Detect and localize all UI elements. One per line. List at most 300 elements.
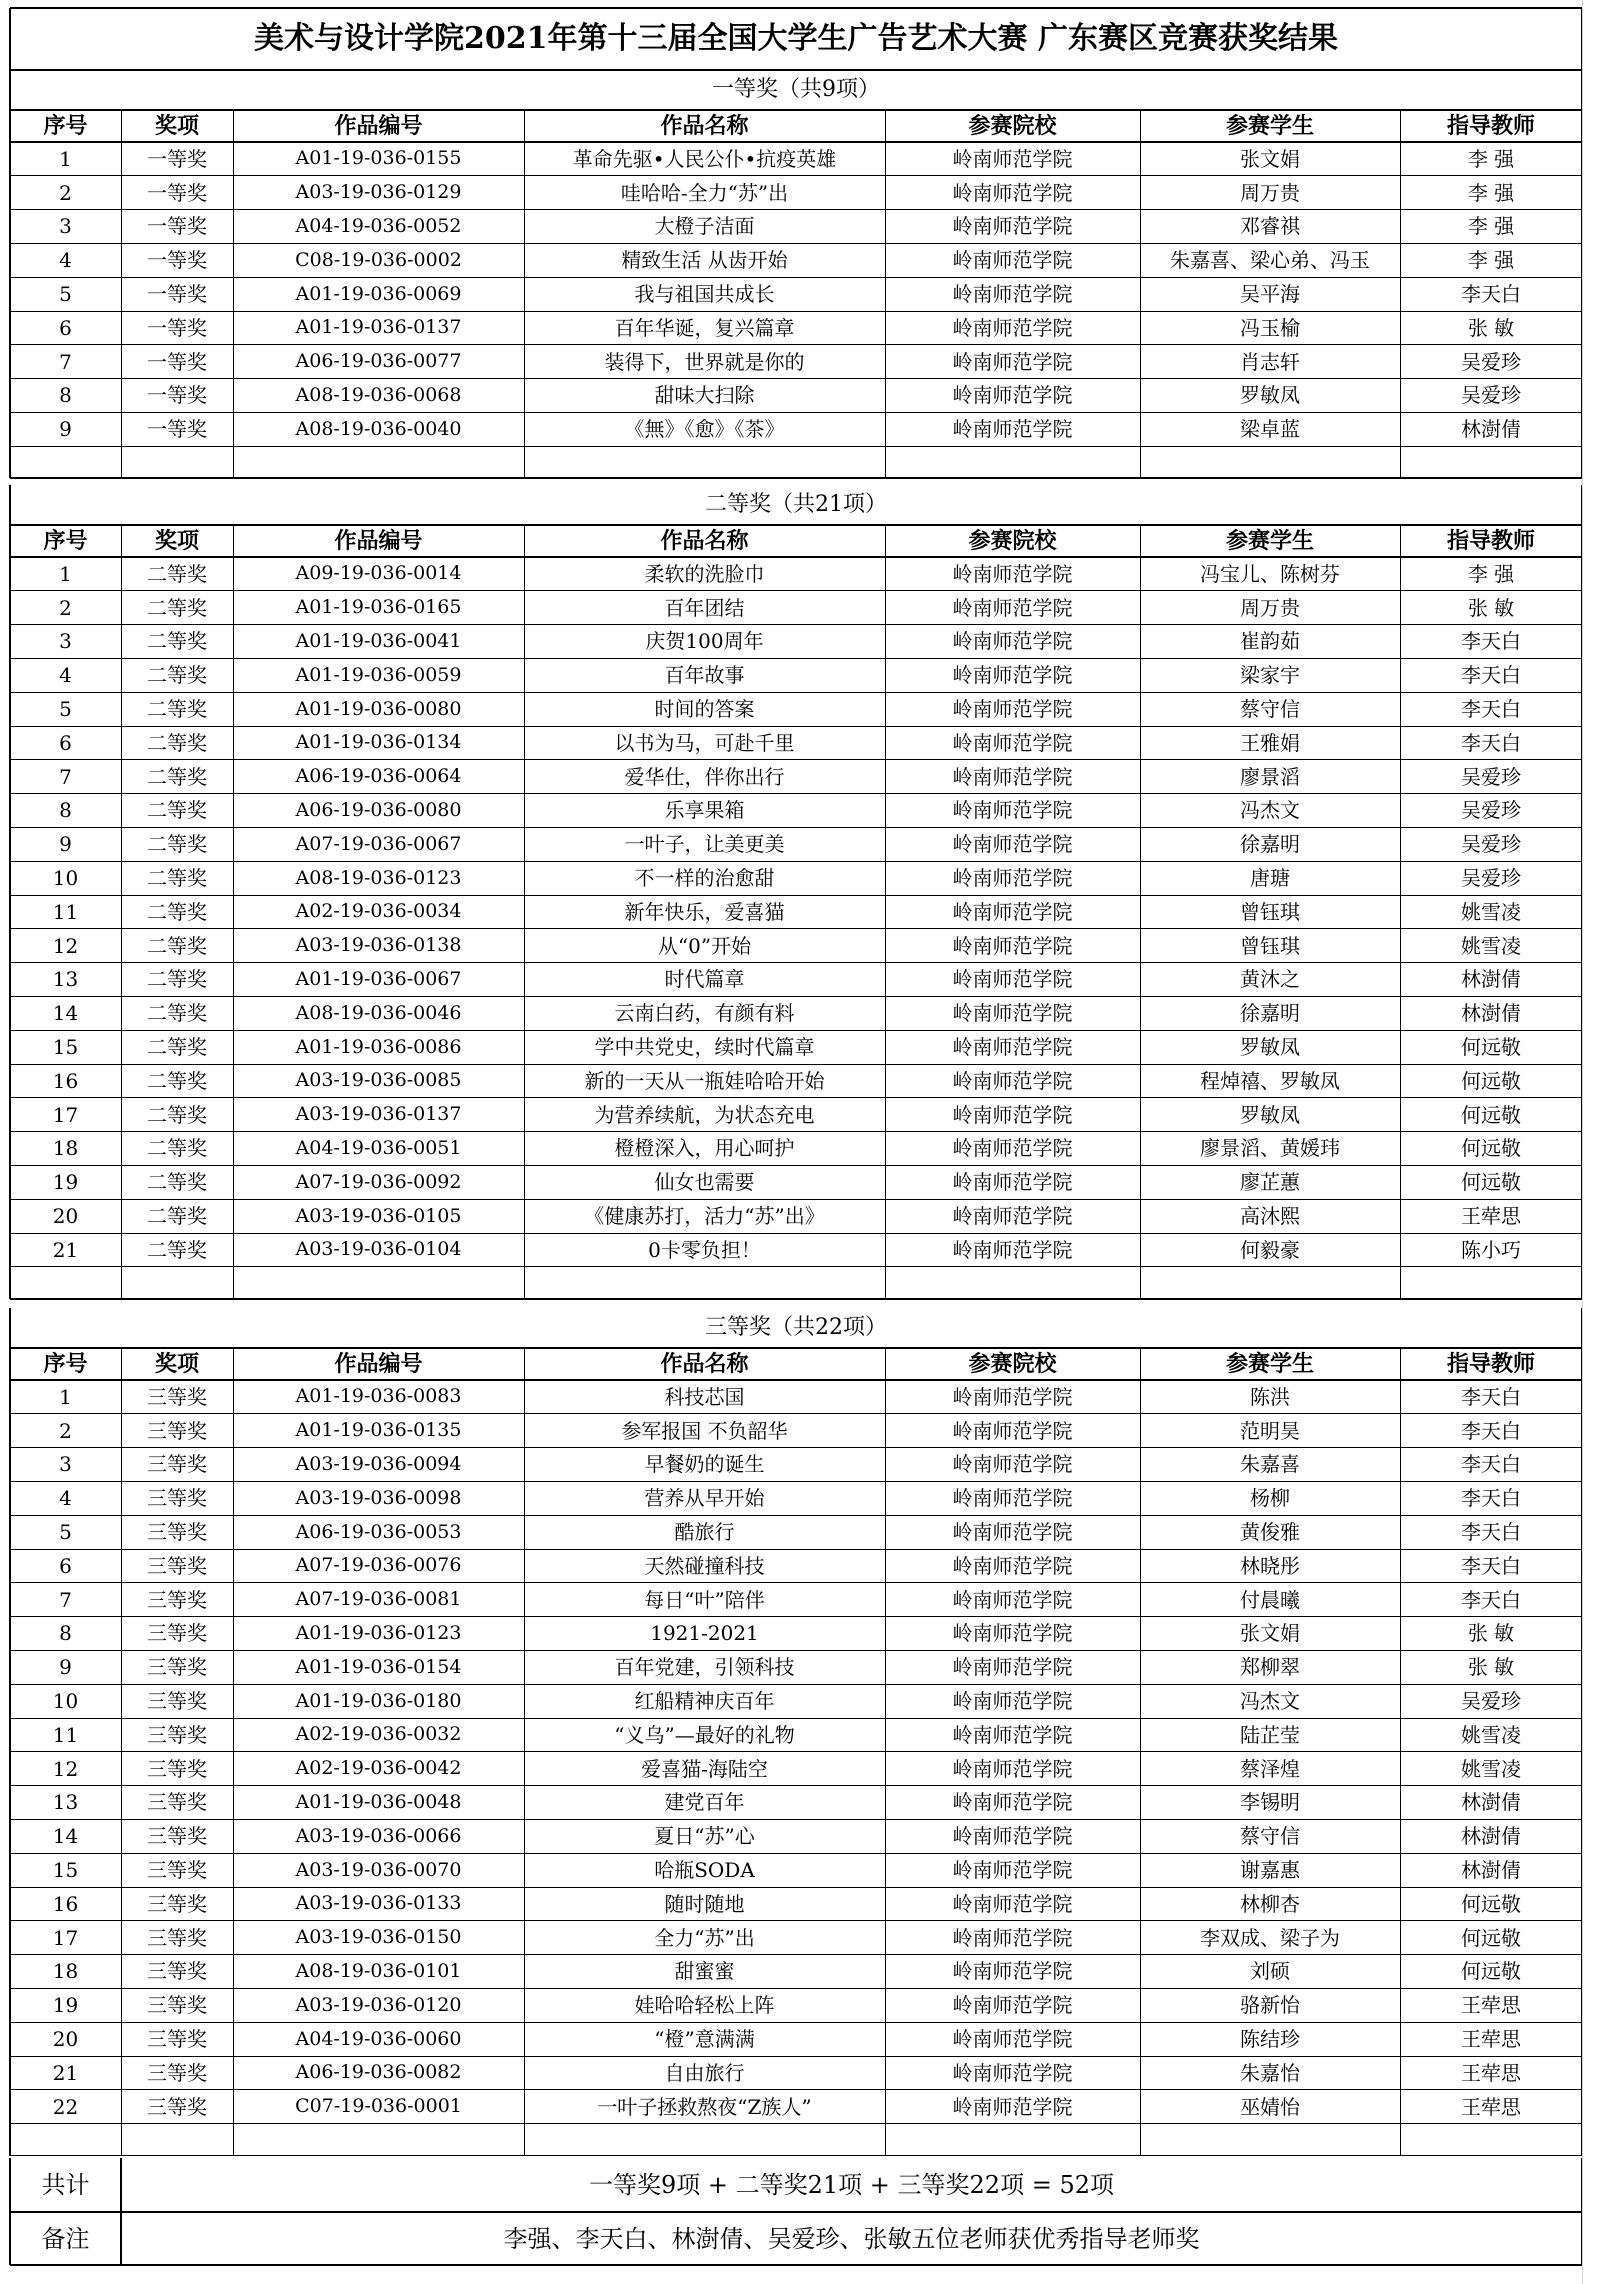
advisor-cell: 王荦思 — [1461, 2094, 1521, 2119]
award-cell: 一等奖 — [147, 146, 207, 171]
column-header: 序号 — [43, 1351, 88, 1377]
total-value: 一等奖9项 + 二等奖21项 + 三等奖22项 = 52项 — [589, 2171, 1114, 2199]
work-code-cell: A02-19-036-0034 — [295, 900, 462, 923]
school-cell: 岭南师范学院 — [952, 349, 1073, 374]
student-cell: 曾钰琪 — [1240, 933, 1300, 958]
work-title-cell: 百年团结 — [664, 595, 745, 620]
work-title-cell: 不一样的治愈甜 — [634, 866, 775, 891]
work-title-cell: 我与祖国共成长 — [634, 282, 775, 307]
work-code-cell: A03-19-036-0129 — [295, 181, 462, 204]
advisor-cell: 吴爱珍 — [1461, 349, 1521, 374]
student-cell: 郑柳翠 — [1240, 1655, 1300, 1680]
section-heading: 一等奖（共9项） — [712, 77, 880, 102]
award-cell: 三等奖 — [147, 1384, 207, 1409]
school-cell: 岭南师范学院 — [952, 2094, 1073, 2119]
work-code-cell: A01-19-036-0137 — [295, 316, 462, 339]
school-cell: 岭南师范学院 — [952, 1237, 1073, 1262]
advisor-cell: 李天白 — [1461, 629, 1521, 654]
award-cell: 二等奖 — [147, 764, 207, 789]
work-code-cell: A03-19-036-0137 — [295, 1103, 462, 1126]
student-cell: 徐嘉明 — [1240, 1001, 1300, 1026]
column-rule — [120, 2158, 122, 2265]
work-title-cell: “橙”意满满 — [654, 2027, 755, 2052]
index-cell: 15 — [52, 1858, 79, 1883]
column-header: 作品名称 — [660, 113, 749, 139]
column-rule — [1400, 110, 1401, 478]
work-title-cell: 爱华仕，伴你出行 — [624, 764, 785, 789]
advisor-cell: 张 敏 — [1467, 1655, 1515, 1680]
index-cell: 6 — [59, 1553, 72, 1578]
school-cell: 岭南师范学院 — [952, 1891, 1073, 1916]
advisor-cell: 李 强 — [1467, 248, 1515, 273]
column-rule — [9, 485, 11, 525]
student-cell: 李双成、梁子为 — [1200, 1925, 1340, 1950]
award-cell: 二等奖 — [147, 866, 207, 891]
work-code-cell: A03-19-036-0104 — [295, 1238, 462, 1261]
school-cell: 岭南师范学院 — [952, 629, 1073, 654]
column-header: 奖项 — [154, 113, 199, 139]
award-cell: 二等奖 — [147, 899, 207, 924]
award-cell: 三等奖 — [147, 2060, 207, 2085]
column-rule — [1400, 1348, 1401, 2156]
school-cell: 岭南师范学院 — [952, 832, 1073, 857]
award-cell: 二等奖 — [147, 1237, 207, 1262]
work-title-cell: 0卡零负担！ — [648, 1237, 761, 1262]
column-header: 指导教师 — [1446, 528, 1535, 554]
column-header: 作品编号 — [334, 1351, 423, 1377]
work-code-cell: A03-19-036-0105 — [295, 1204, 462, 1227]
note-value: 李强、李天白、林澍倩、吴爱珍、张敏五位老师获优秀指导老师奖 — [503, 2224, 1200, 2253]
work-title-cell: 科技芯国 — [664, 1384, 745, 1409]
student-cell: 张文娟 — [1240, 146, 1300, 171]
school-cell: 岭南师范学院 — [952, 180, 1073, 205]
column-rule — [1140, 525, 1141, 1299]
index-cell: 10 — [52, 866, 79, 891]
advisor-cell: 林澍倩 — [1461, 1790, 1521, 1815]
column-rule — [9, 70, 11, 110]
work-title-cell: 一叶子拯救熬夜“Z族人” — [597, 2094, 812, 2119]
school-cell: 岭南师范学院 — [952, 730, 1073, 755]
advisor-cell: 姚雪凌 — [1461, 899, 1521, 924]
work-title-cell: 随时随地 — [664, 1891, 745, 1916]
index-cell: 16 — [52, 1891, 79, 1916]
school-cell: 岭南师范学院 — [952, 1553, 1073, 1578]
work-title-cell: 每日“叶”陪伴 — [644, 1587, 765, 1612]
work-code-cell: A01-19-036-0155 — [295, 147, 462, 170]
work-code-cell: A07-19-036-0067 — [295, 832, 462, 855]
student-cell: 冯杰文 — [1240, 1689, 1300, 1714]
work-code-cell: A06-19-036-0053 — [295, 1520, 462, 1543]
advisor-cell: 李天白 — [1461, 1486, 1521, 1511]
advisor-cell: 何远敬 — [1461, 1925, 1521, 1950]
student-cell: 高沐熙 — [1240, 1204, 1300, 1229]
work-code-cell: A01-19-036-0048 — [295, 1790, 462, 1813]
index-cell: 3 — [59, 1452, 72, 1477]
advisor-cell: 何远敬 — [1461, 1068, 1521, 1093]
advisor-cell: 姚雪凌 — [1461, 1722, 1521, 1747]
advisor-cell: 吴爱珍 — [1461, 798, 1521, 823]
school-cell: 岭南师范学院 — [952, 1520, 1073, 1545]
index-cell: 20 — [52, 1204, 79, 1229]
column-rule — [9, 1308, 11, 1348]
student-cell: 周万贵 — [1240, 595, 1300, 620]
column-header: 参赛学生 — [1225, 1351, 1314, 1377]
index-cell: 2 — [59, 595, 72, 620]
index-cell: 21 — [52, 1237, 79, 1262]
work-code-cell: A01-19-036-0154 — [295, 1655, 462, 1678]
work-title-cell: 革命先驱•人民公仆•抗疫英雄 — [572, 146, 837, 171]
index-cell: 8 — [59, 798, 72, 823]
work-code-cell: A01-19-036-0041 — [295, 629, 462, 652]
student-cell: 冯玉榆 — [1240, 315, 1300, 340]
award-cell: 二等奖 — [147, 933, 207, 958]
work-title-cell: 1921-2021 — [650, 1621, 759, 1646]
award-cell: 三等奖 — [147, 1858, 207, 1883]
student-cell: 曾钰琪 — [1240, 899, 1300, 924]
award-cell: 一等奖 — [147, 282, 207, 307]
school-cell: 岭南师范学院 — [952, 1452, 1073, 1477]
student-cell: 唐瑭 — [1250, 866, 1290, 891]
work-title-cell: 大橙子洁面 — [654, 214, 755, 239]
table-rule — [10, 7, 1582, 9]
index-cell: 13 — [52, 1790, 79, 1815]
work-code-cell: A01-19-036-0180 — [295, 1689, 462, 1712]
award-cell: 三等奖 — [147, 1486, 207, 1511]
column-rule — [524, 110, 525, 478]
work-code-cell: A03-19-036-0120 — [295, 1993, 462, 2016]
page-title: 美术与设计学院2021年第十三届全国大学生广告艺术大赛 广东赛区竞赛获奖结果 — [254, 21, 1338, 56]
work-title-cell: 酷旅行 — [674, 1520, 735, 1545]
work-code-cell: A03-19-036-0066 — [295, 1824, 462, 1847]
work-title-cell: 营养从早开始 — [644, 1486, 765, 1511]
table-rule — [10, 477, 1582, 479]
index-cell: 5 — [59, 697, 72, 722]
advisor-cell: 吴爱珍 — [1461, 832, 1521, 857]
work-title-cell: 百年华诞，复兴篇章 — [614, 315, 795, 340]
column-rule — [121, 110, 122, 478]
award-cell: 三等奖 — [147, 2094, 207, 2119]
column-header: 作品编号 — [334, 528, 423, 554]
work-code-cell: A03-19-036-0150 — [295, 1926, 462, 1949]
work-title-cell: 庆贺100周年 — [645, 629, 764, 654]
award-cell: 一等奖 — [147, 180, 207, 205]
school-cell: 岭南师范学院 — [952, 315, 1073, 340]
school-cell: 岭南师范学院 — [952, 1418, 1073, 1443]
column-header: 作品名称 — [660, 1351, 749, 1377]
table-rule — [10, 2123, 1582, 2124]
advisor-cell: 李天白 — [1461, 282, 1521, 307]
work-code-cell: A04-19-036-0051 — [295, 1136, 462, 1159]
index-cell: 7 — [59, 349, 72, 374]
advisor-cell: 李天白 — [1461, 1418, 1521, 1443]
award-cell: 三等奖 — [147, 1520, 207, 1545]
index-cell: 11 — [52, 1722, 79, 1747]
advisor-cell: 张 敏 — [1467, 315, 1515, 340]
work-code-cell: A01-19-036-0135 — [295, 1419, 462, 1442]
student-cell: 范明昊 — [1240, 1418, 1300, 1443]
award-cell: 一等奖 — [147, 349, 207, 374]
work-code-cell: A06-19-036-0064 — [295, 765, 462, 788]
award-cell: 三等奖 — [147, 1655, 207, 1680]
advisor-cell: 李 强 — [1467, 146, 1515, 171]
column-rule — [9, 2158, 11, 2265]
advisor-cell: 林澍倩 — [1461, 1858, 1521, 1883]
work-code-cell: A01-19-036-0059 — [295, 663, 462, 686]
index-cell: 19 — [52, 1993, 79, 2018]
student-cell: 杨柳 — [1250, 1486, 1290, 1511]
school-cell: 岭南师范学院 — [952, 933, 1073, 958]
work-code-cell: A03-19-036-0133 — [295, 1892, 462, 1915]
school-cell: 岭南师范学院 — [952, 697, 1073, 722]
award-cell: 一等奖 — [147, 383, 207, 408]
award-cell: 二等奖 — [147, 697, 207, 722]
student-cell: 陈结珍 — [1240, 2027, 1300, 2052]
index-cell: 19 — [52, 1170, 79, 1195]
index-cell: 9 — [59, 1655, 72, 1680]
advisor-cell: 李天白 — [1461, 1587, 1521, 1612]
work-code-cell: A01-19-036-0134 — [295, 731, 462, 754]
work-code-cell: A06-19-036-0080 — [295, 798, 462, 821]
work-code-cell: A06-19-036-0077 — [295, 350, 462, 373]
advisor-cell: 林澍倩 — [1461, 417, 1521, 442]
award-cell: 二等奖 — [147, 561, 207, 586]
column-rule — [9, 110, 11, 478]
work-code-cell: A07-19-036-0076 — [295, 1554, 462, 1577]
work-code-cell: A08-19-036-0068 — [295, 383, 462, 406]
column-rule — [233, 1348, 234, 2156]
index-cell: 7 — [59, 1587, 72, 1612]
student-cell: 吴平海 — [1240, 282, 1300, 307]
student-cell: 廖芷蕙 — [1240, 1170, 1300, 1195]
index-cell: 15 — [52, 1035, 79, 1060]
work-title-cell: 百年党建，引领科技 — [614, 1655, 795, 1680]
work-code-cell: A01-19-036-0080 — [295, 697, 462, 720]
advisor-cell: 何远敬 — [1461, 1035, 1521, 1060]
work-title-cell: “义乌”—最好的礼物 — [614, 1722, 795, 1747]
column-rule — [885, 110, 886, 478]
index-cell: 1 — [59, 146, 72, 171]
award-cell: 二等奖 — [147, 663, 207, 688]
work-title-cell: 装得下，世界就是你的 — [604, 349, 805, 374]
student-cell: 黄俊雅 — [1240, 1520, 1300, 1545]
work-title-cell: 乐享果箱 — [664, 798, 745, 823]
student-cell: 蔡守信 — [1240, 1824, 1300, 1849]
student-cell: 巫婧怡 — [1240, 2094, 1300, 2119]
school-cell: 岭南师范学院 — [952, 1689, 1073, 1714]
student-cell: 崔韵茹 — [1240, 629, 1300, 654]
work-title-cell: 自由旅行 — [664, 2060, 745, 2085]
advisor-cell: 王荦思 — [1461, 1204, 1521, 1229]
work-code-cell: A02-19-036-0032 — [295, 1723, 462, 1746]
award-cell: 三等奖 — [147, 1790, 207, 1815]
student-cell: 骆新怡 — [1240, 1993, 1300, 2018]
school-cell: 岭南师范学院 — [952, 764, 1073, 789]
column-header: 参赛院校 — [968, 1351, 1057, 1377]
column-rule — [233, 525, 234, 1299]
index-cell: 21 — [52, 2060, 79, 2085]
work-code-cell: A03-19-036-0094 — [295, 1452, 462, 1475]
work-code-cell: A04-19-036-0052 — [295, 214, 462, 237]
work-code-cell: A08-19-036-0040 — [295, 417, 462, 440]
work-title-cell: 天然碰撞科技 — [644, 1553, 765, 1578]
student-cell: 蔡泽煌 — [1240, 1756, 1300, 1781]
student-cell: 黄沐之 — [1240, 967, 1300, 992]
index-cell: 20 — [52, 2027, 79, 2052]
award-cell: 二等奖 — [147, 967, 207, 992]
work-title-cell: 学中共党史，续时代篇章 — [594, 1035, 815, 1060]
work-title-cell: 时代篇章 — [664, 967, 745, 992]
student-cell: 朱嘉喜、梁心弟、冯玉 — [1170, 248, 1370, 273]
work-code-cell: A01-19-036-0067 — [295, 967, 462, 990]
student-cell: 罗敏凤 — [1240, 1102, 1300, 1127]
table-rule — [10, 1298, 1582, 1300]
work-title-cell: 红船精神庆百年 — [634, 1689, 775, 1714]
index-cell: 12 — [52, 933, 79, 958]
index-cell: 2 — [59, 1418, 72, 1443]
index-cell: 9 — [59, 832, 72, 857]
work-code-cell: A03-19-036-0070 — [295, 1858, 462, 1881]
work-title-cell: 橙橙深入，用心呵护 — [614, 1136, 795, 1161]
student-cell: 林柳杏 — [1240, 1891, 1300, 1916]
work-title-cell: 参军报国 不负韶华 — [621, 1418, 788, 1443]
work-title-cell: 《無》《愈》《茶》 — [624, 417, 785, 442]
column-header: 奖项 — [154, 1351, 199, 1377]
table-rule — [10, 2264, 1582, 2266]
student-cell: 程焯禧、罗敏凤 — [1200, 1068, 1340, 1093]
school-cell: 岭南师范学院 — [952, 1824, 1073, 1849]
advisor-cell: 李 强 — [1467, 561, 1515, 586]
advisor-cell: 何远敬 — [1461, 1170, 1521, 1195]
school-cell: 岭南师范学院 — [952, 866, 1073, 891]
award-cell: 一等奖 — [147, 315, 207, 340]
column-rule — [1400, 525, 1401, 1299]
work-code-cell: A01-19-036-0123 — [295, 1621, 462, 1644]
award-cell: 三等奖 — [147, 1452, 207, 1477]
index-cell: 4 — [59, 1486, 72, 1511]
work-code-cell: A07-19-036-0092 — [295, 1170, 462, 1193]
award-cell: 三等奖 — [147, 1621, 207, 1646]
award-cell: 二等奖 — [147, 1102, 207, 1127]
work-code-cell: A07-19-036-0081 — [295, 1588, 462, 1611]
student-cell: 林晓彤 — [1240, 1553, 1300, 1578]
index-cell: 4 — [59, 663, 72, 688]
advisor-cell: 陈小巧 — [1461, 1237, 1521, 1262]
advisor-cell: 何远敬 — [1461, 1136, 1521, 1161]
award-cell: 三等奖 — [147, 1756, 207, 1781]
column-header: 参赛学生 — [1225, 528, 1314, 554]
advisor-cell: 林澍倩 — [1461, 967, 1521, 992]
advisor-cell: 王荦思 — [1461, 2027, 1521, 2052]
index-cell: 22 — [52, 2094, 79, 2119]
work-title-cell: 时间的答案 — [654, 697, 755, 722]
index-cell: 12 — [52, 1756, 79, 1781]
school-cell: 岭南师范学院 — [952, 561, 1073, 586]
school-cell: 岭南师范学院 — [952, 1035, 1073, 1060]
work-title-cell: 夏日“苏”心 — [654, 1824, 755, 1849]
award-cell: 二等奖 — [147, 798, 207, 823]
work-code-cell: A03-19-036-0138 — [295, 934, 462, 957]
work-title-cell: 爱喜猫-海陆空 — [641, 1756, 768, 1781]
table-rule — [10, 2211, 1582, 2213]
school-cell: 岭南师范学院 — [952, 1790, 1073, 1815]
advisor-cell: 李 强 — [1467, 214, 1515, 239]
work-code-cell: A08-19-036-0046 — [295, 1001, 462, 1024]
student-cell: 肖志轩 — [1240, 349, 1300, 374]
total-label: 共计 — [41, 2171, 90, 2199]
student-cell: 刘硕 — [1250, 1959, 1290, 1984]
school-cell: 岭南师范学院 — [952, 1001, 1073, 1026]
school-cell: 岭南师范学院 — [952, 595, 1073, 620]
column-header: 序号 — [43, 528, 88, 554]
advisor-cell: 李天白 — [1461, 1452, 1521, 1477]
work-title-cell: 为营养续航，为状态充电 — [594, 1102, 815, 1127]
index-cell: 14 — [52, 1001, 79, 1026]
work-title-cell: 柔软的洗脸巾 — [644, 561, 765, 586]
award-cell: 二等奖 — [147, 1170, 207, 1195]
work-title-cell: 娃哈哈轻松上阵 — [634, 1993, 775, 2018]
work-title-cell: 甜味大扫除 — [654, 383, 755, 408]
table-rule — [10, 1266, 1582, 1267]
index-cell: 1 — [59, 561, 72, 586]
student-cell: 朱嘉喜 — [1240, 1452, 1300, 1477]
column-header: 作品编号 — [334, 113, 423, 139]
award-cell: 一等奖 — [147, 417, 207, 442]
student-cell: 李锡明 — [1240, 1790, 1300, 1815]
advisor-cell: 李天白 — [1461, 697, 1521, 722]
school-cell: 岭南师范学院 — [952, 1068, 1073, 1093]
school-cell: 岭南师范学院 — [952, 1925, 1073, 1950]
work-title-cell: 精致生活 从齿开始 — [621, 248, 788, 273]
work-title-cell: 《健康苏打，活力“苏”出》 — [584, 1204, 825, 1229]
advisor-cell: 吴爱珍 — [1461, 1689, 1521, 1714]
student-cell: 徐嘉明 — [1240, 832, 1300, 857]
award-cell: 三等奖 — [147, 1689, 207, 1714]
advisor-cell: 王荦思 — [1461, 2060, 1521, 2085]
index-cell: 1 — [59, 1384, 72, 1409]
work-code-cell: A01-19-036-0083 — [295, 1385, 462, 1408]
advisor-cell: 李天白 — [1461, 663, 1521, 688]
award-cell: 三等奖 — [147, 1959, 207, 1984]
award-cell: 二等奖 — [147, 730, 207, 755]
column-header: 参赛院校 — [968, 528, 1057, 554]
column-rule — [233, 110, 234, 478]
award-cell: 三等奖 — [147, 2027, 207, 2052]
work-title-cell: 百年故事 — [664, 663, 745, 688]
school-cell: 岭南师范学院 — [952, 214, 1073, 239]
student-cell: 罗敏凤 — [1240, 383, 1300, 408]
index-cell: 14 — [52, 1824, 79, 1849]
award-cell: 三等奖 — [147, 1925, 207, 1950]
column-header: 序号 — [43, 113, 88, 139]
school-cell: 岭南师范学院 — [952, 1655, 1073, 1680]
award-cell: 二等奖 — [147, 1001, 207, 1026]
column-rule — [9, 8, 11, 70]
school-cell: 岭南师范学院 — [952, 1486, 1073, 1511]
school-cell: 岭南师范学院 — [952, 1384, 1073, 1409]
index-cell: 2 — [59, 180, 72, 205]
school-cell: 岭南师范学院 — [952, 663, 1073, 688]
work-code-cell: C07-19-036-0001 — [295, 2095, 462, 2118]
school-cell: 岭南师范学院 — [952, 1136, 1073, 1161]
section-heading: 二等奖（共21项） — [705, 492, 887, 517]
advisor-cell: 吴爱珍 — [1461, 764, 1521, 789]
student-cell: 梁家宇 — [1240, 663, 1300, 688]
column-rule — [524, 525, 525, 1299]
advisor-cell: 王荦思 — [1461, 1993, 1521, 2018]
award-cell: 二等奖 — [147, 1136, 207, 1161]
advisor-cell: 林澍倩 — [1461, 1824, 1521, 1849]
award-cell: 一等奖 — [147, 248, 207, 273]
